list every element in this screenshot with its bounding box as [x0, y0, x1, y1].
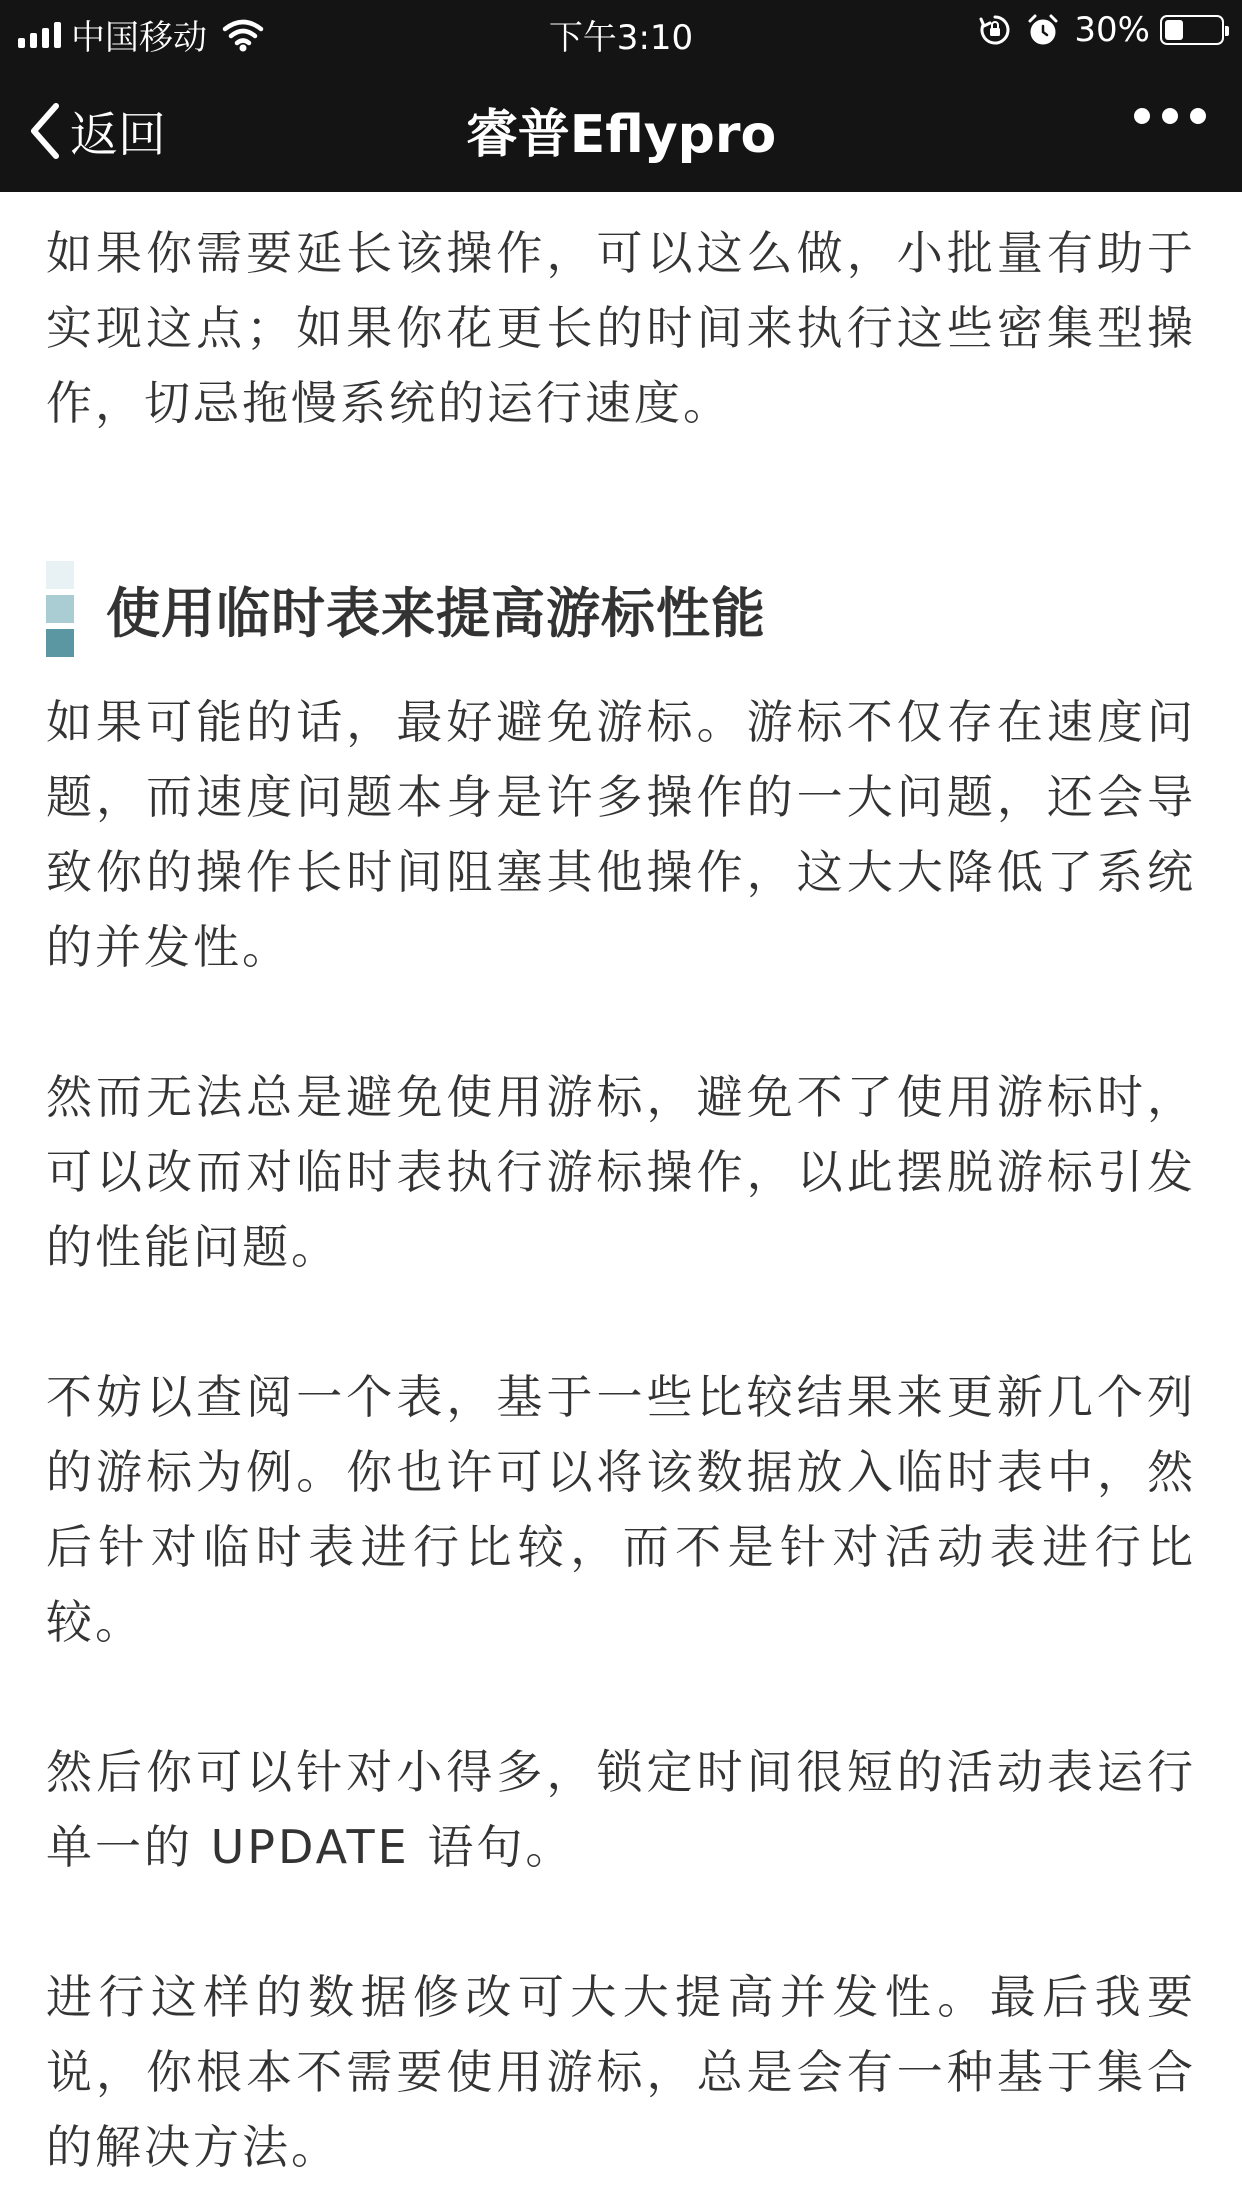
paragraph-2: 然而无法总是避免使用游标，避免不了使用游标时，可以改而对临时表执行游标操作，以此摆脱游标引发的性能问题。 [46, 1070, 1196, 1274]
alarm-icon [1026, 13, 1060, 47]
paragraph-5: 进行这样的数据修改可大大提高并发性。最后我要说，你根本不需要使用游标，总是会有一种基于集合的解决方法。 [46, 1970, 1196, 2174]
article-content [0, 216, 1242, 2185]
status-time: 下午3:10 [548, 18, 694, 58]
more-icon[interactable] [1134, 108, 1206, 124]
nav-bar [0, 62, 1242, 192]
top-bar [0, 0, 1242, 192]
section-heading: 使用临时表来提高游标性能 [106, 581, 766, 645]
paragraph-1: 如果可能的话，最好避免游标。游标不仅存在速度问题，而速度问题本身是许多操作的一大问题，还会导致你的操作长时间阻塞其他操作，这大大降低了系统的并发性。 [46, 695, 1196, 974]
back-label: 返回 [70, 107, 167, 163]
status-bar [0, 0, 1242, 62]
battery-percent: 30% [1074, 10, 1150, 50]
carrier-label: 中国移动 [71, 18, 207, 58]
paragraph-3: 不妨以查阅一个表，基于一些比较结果来更新几个列的游标为例。你也许可以将该数据放入临时表中，然后针对临时表进行比较，而不是针对活动表进行比较。 [46, 1370, 1196, 1649]
section-marker-icon [46, 561, 74, 657]
status-right [978, 10, 1224, 50]
section-header [46, 561, 1196, 657]
paragraph-4: 然后你可以针对小得多，锁定时间很短的活动表运行单一的 UPDATE 语句。 [46, 1745, 1196, 1874]
battery-icon [1160, 15, 1224, 45]
battery-fill [1165, 20, 1183, 40]
orientation-lock-icon [978, 13, 1012, 47]
page-title: 睿普Eflypro [465, 105, 777, 165]
intro-paragraph: 如果你需要延长该操作，可以这么做，小批量有助于实现这点；如果你花更长的时间来执行这些密集型操作，切忌拖慢系统的运行速度。 [46, 226, 1196, 430]
